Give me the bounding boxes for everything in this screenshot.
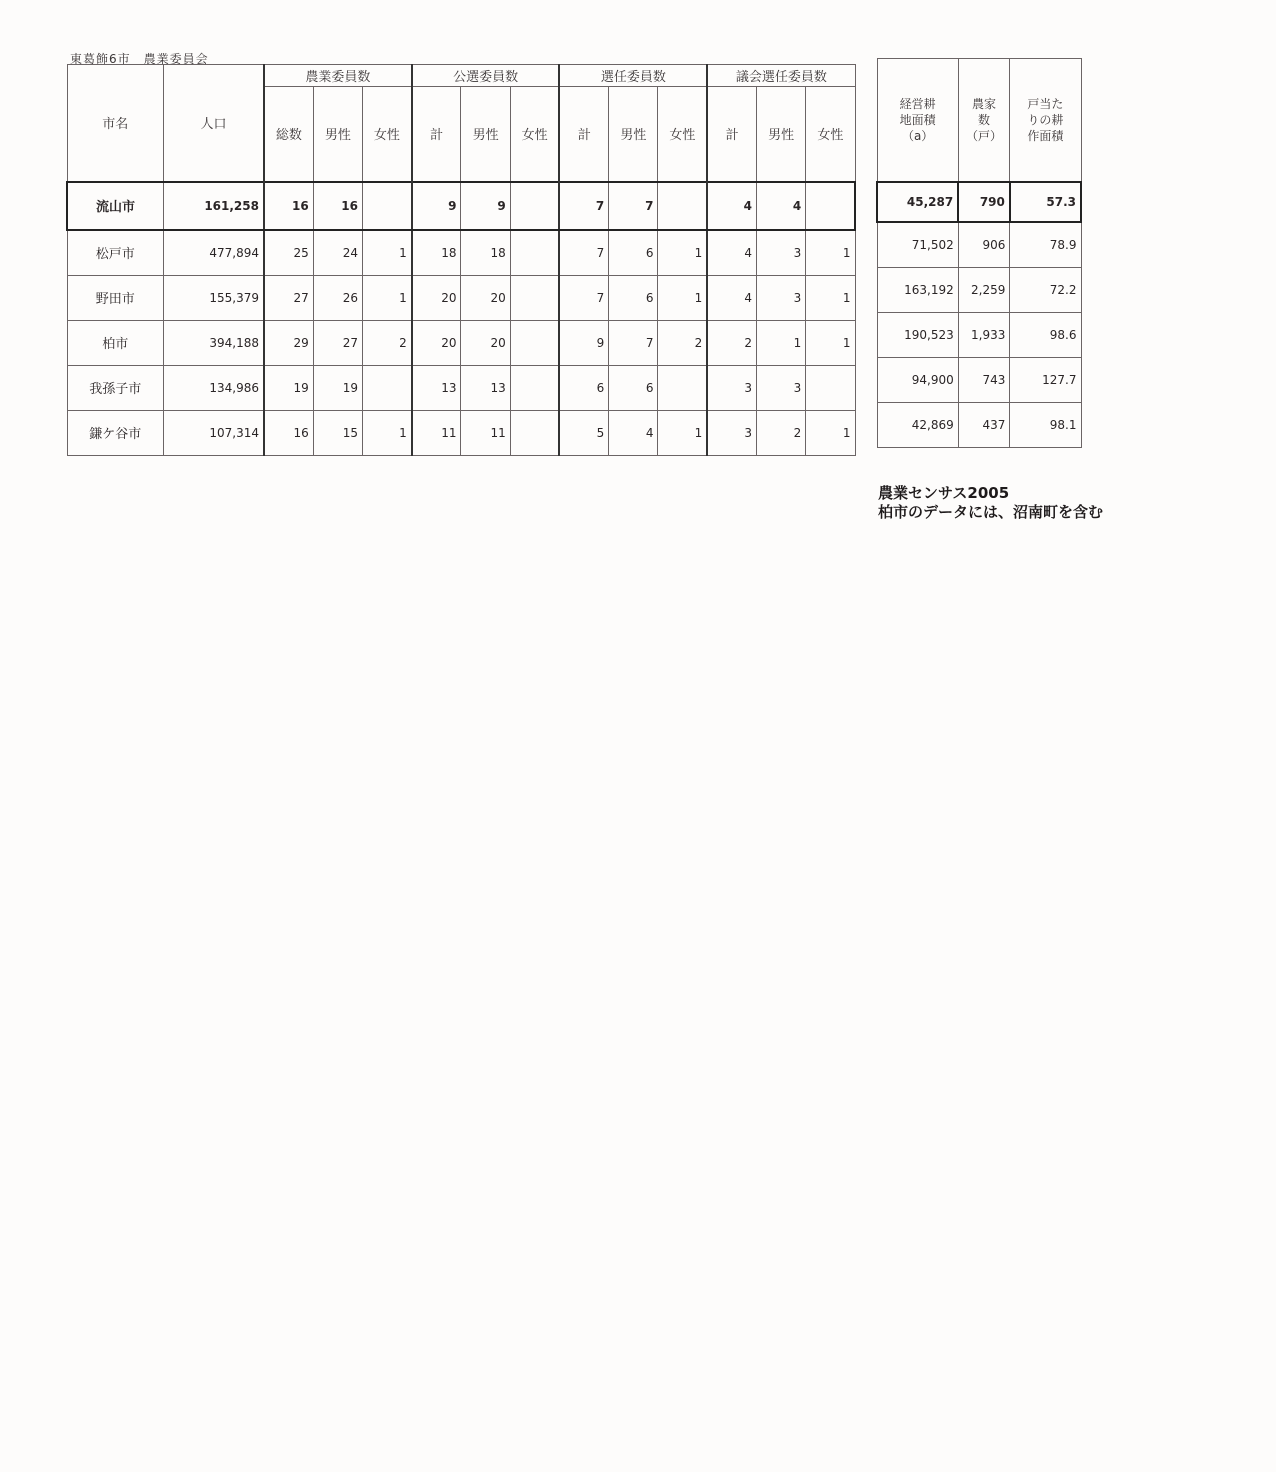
subheader-male: 男性	[313, 87, 362, 182]
table-cell: 29	[264, 320, 313, 365]
table-cell: 1	[658, 275, 707, 320]
table-cell: 20	[412, 275, 461, 320]
table-cell: 9	[559, 320, 608, 365]
table-cell: 4	[756, 182, 805, 230]
table-cell: 7	[559, 182, 608, 230]
table-cell: 7	[609, 320, 658, 365]
table-cell: 437	[958, 403, 1010, 448]
table-row	[67, 275, 855, 320]
subheader-female: 女性	[658, 87, 707, 182]
table-cell	[510, 230, 559, 276]
table-row	[67, 365, 855, 410]
table-cell: 57.3	[1010, 182, 1081, 222]
table-cell: 7	[559, 275, 608, 320]
table-cell	[510, 275, 559, 320]
table-cell	[658, 182, 707, 230]
subheader-total: 計	[707, 87, 756, 182]
population-value: 134,986	[163, 365, 264, 410]
table-cell: 20	[412, 320, 461, 365]
city-name: 鎌ケ谷市	[67, 410, 163, 455]
table-cell: 27	[313, 320, 362, 365]
table-cell: 3	[756, 230, 805, 276]
table-cell: 1	[806, 320, 855, 365]
table-row	[877, 313, 1081, 358]
table-cell: 6	[609, 365, 658, 410]
population-value: 161,258	[163, 182, 264, 230]
table-cell: 906	[958, 222, 1010, 268]
header-group-appointed: 選任委員数	[559, 65, 707, 87]
table-cell	[806, 365, 855, 410]
source-notes	[878, 484, 1103, 522]
table-cell: 13	[461, 365, 510, 410]
table-cell: 16	[264, 410, 313, 455]
table-cell: 2,259	[958, 268, 1010, 313]
table-cell: 4	[707, 182, 756, 230]
table-cell: 11	[412, 410, 461, 455]
table-cell: 11	[461, 410, 510, 455]
source-note: 農業センサス2005	[878, 484, 1010, 502]
subheader-total: 計	[412, 87, 461, 182]
population-value: 155,379	[163, 275, 264, 320]
city-name: 流山市	[67, 182, 163, 230]
table-cell	[510, 410, 559, 455]
header-farmland-area: 経営耕 地面積 （a）	[877, 59, 958, 183]
table-cell: 5	[559, 410, 608, 455]
population-value: 107,314	[163, 410, 264, 455]
table-cell: 1	[658, 410, 707, 455]
table-cell: 1	[362, 230, 411, 276]
table-cell	[362, 182, 411, 230]
table-cell: 6	[609, 275, 658, 320]
city-name: 我孫子市	[67, 365, 163, 410]
table-row	[877, 358, 1081, 403]
city-name: 野田市	[67, 275, 163, 320]
table-cell	[658, 365, 707, 410]
table-cell: 20	[461, 275, 510, 320]
table-cell: 1	[362, 275, 411, 320]
subheader-total: 計	[559, 87, 608, 182]
table-cell: 13	[412, 365, 461, 410]
table-cell: 790	[958, 182, 1010, 222]
table-row	[877, 222, 1081, 268]
city-name: 松戸市	[67, 230, 163, 276]
table-cell	[510, 182, 559, 230]
table-cell: 2	[707, 320, 756, 365]
footnote: 柏市のデータには、沼南町を含む	[878, 503, 1104, 521]
table-cell: 1	[362, 410, 411, 455]
table-cell: 190,523	[877, 313, 958, 358]
table-cell: 163,192	[877, 268, 958, 313]
table-cell: 6	[559, 365, 608, 410]
subheader-male: 男性	[609, 87, 658, 182]
table-cell: 9	[412, 182, 461, 230]
committee-table	[66, 64, 856, 456]
table-cell: 20	[461, 320, 510, 365]
table-cell	[510, 365, 559, 410]
table-cell: 2	[362, 320, 411, 365]
subheader-female: 女性	[362, 87, 411, 182]
table-cell: 45,287	[877, 182, 958, 222]
table-cell: 2	[756, 410, 805, 455]
table-cell: 3	[707, 365, 756, 410]
table-cell: 1,933	[958, 313, 1010, 358]
table-cell: 19	[264, 365, 313, 410]
table-row	[67, 230, 855, 276]
table-cell	[362, 365, 411, 410]
header-area-per-household: 戸当た りの耕 作面積	[1010, 59, 1081, 183]
table-cell: 24	[313, 230, 362, 276]
table-row	[877, 403, 1081, 448]
subheader-male: 男性	[756, 87, 805, 182]
table-cell: 98.6	[1010, 313, 1081, 358]
table-row	[67, 182, 855, 230]
table-cell	[806, 182, 855, 230]
table-cell: 4	[609, 410, 658, 455]
farmland-table	[876, 58, 1082, 448]
table-cell: 16	[264, 182, 313, 230]
population-value: 477,894	[163, 230, 264, 276]
table-row	[877, 182, 1081, 222]
table-cell: 1	[806, 275, 855, 320]
subheader-female: 女性	[806, 87, 855, 182]
table-cell: 1	[806, 230, 855, 276]
table-cell: 2	[658, 320, 707, 365]
table-cell: 4	[707, 275, 756, 320]
table-cell: 3	[756, 365, 805, 410]
table-cell: 3	[707, 410, 756, 455]
table-cell: 9	[461, 182, 510, 230]
table-cell: 78.9	[1010, 222, 1081, 268]
table-cell: 4	[707, 230, 756, 276]
header-group-elected: 公選委員数	[412, 65, 560, 87]
header-city: 市名	[67, 65, 163, 182]
subheader-female: 女性	[510, 87, 559, 182]
table-cell: 19	[313, 365, 362, 410]
table-cell: 743	[958, 358, 1010, 403]
table-cell: 7	[559, 230, 608, 276]
city-name: 柏市	[67, 320, 163, 365]
table-cell: 26	[313, 275, 362, 320]
table-cell: 6	[609, 230, 658, 276]
table-row	[67, 320, 855, 365]
table-cell: 127.7	[1010, 358, 1081, 403]
table-cell: 18	[412, 230, 461, 276]
table-cell: 1	[756, 320, 805, 365]
population-value: 394,188	[163, 320, 264, 365]
table-cell: 25	[264, 230, 313, 276]
table-cell: 42,869	[877, 403, 958, 448]
header-group-council-appointed: 議会選任委員数	[707, 65, 855, 87]
header-group-agri-committee: 農業委員数	[264, 65, 412, 87]
table-cell: 72.2	[1010, 268, 1081, 313]
table-cell: 71,502	[877, 222, 958, 268]
table-cell: 1	[658, 230, 707, 276]
table-cell	[510, 320, 559, 365]
table-row	[877, 268, 1081, 313]
header-population: 人口	[163, 65, 264, 182]
table-cell: 16	[313, 182, 362, 230]
subheader-male: 男性	[461, 87, 510, 182]
table-cell: 3	[756, 275, 805, 320]
table-cell: 18	[461, 230, 510, 276]
table-cell: 94,900	[877, 358, 958, 403]
table-cell: 27	[264, 275, 313, 320]
table-cell: 15	[313, 410, 362, 455]
page-title: 東葛飾6市 農業委員会	[70, 52, 209, 66]
table-row	[67, 410, 855, 455]
table-cell: 7	[609, 182, 658, 230]
table-cell: 1	[806, 410, 855, 455]
subheader-total: 総数	[264, 87, 313, 182]
table-cell: 98.1	[1010, 403, 1081, 448]
header-farm-households: 農家 数 （戸）	[958, 59, 1010, 183]
